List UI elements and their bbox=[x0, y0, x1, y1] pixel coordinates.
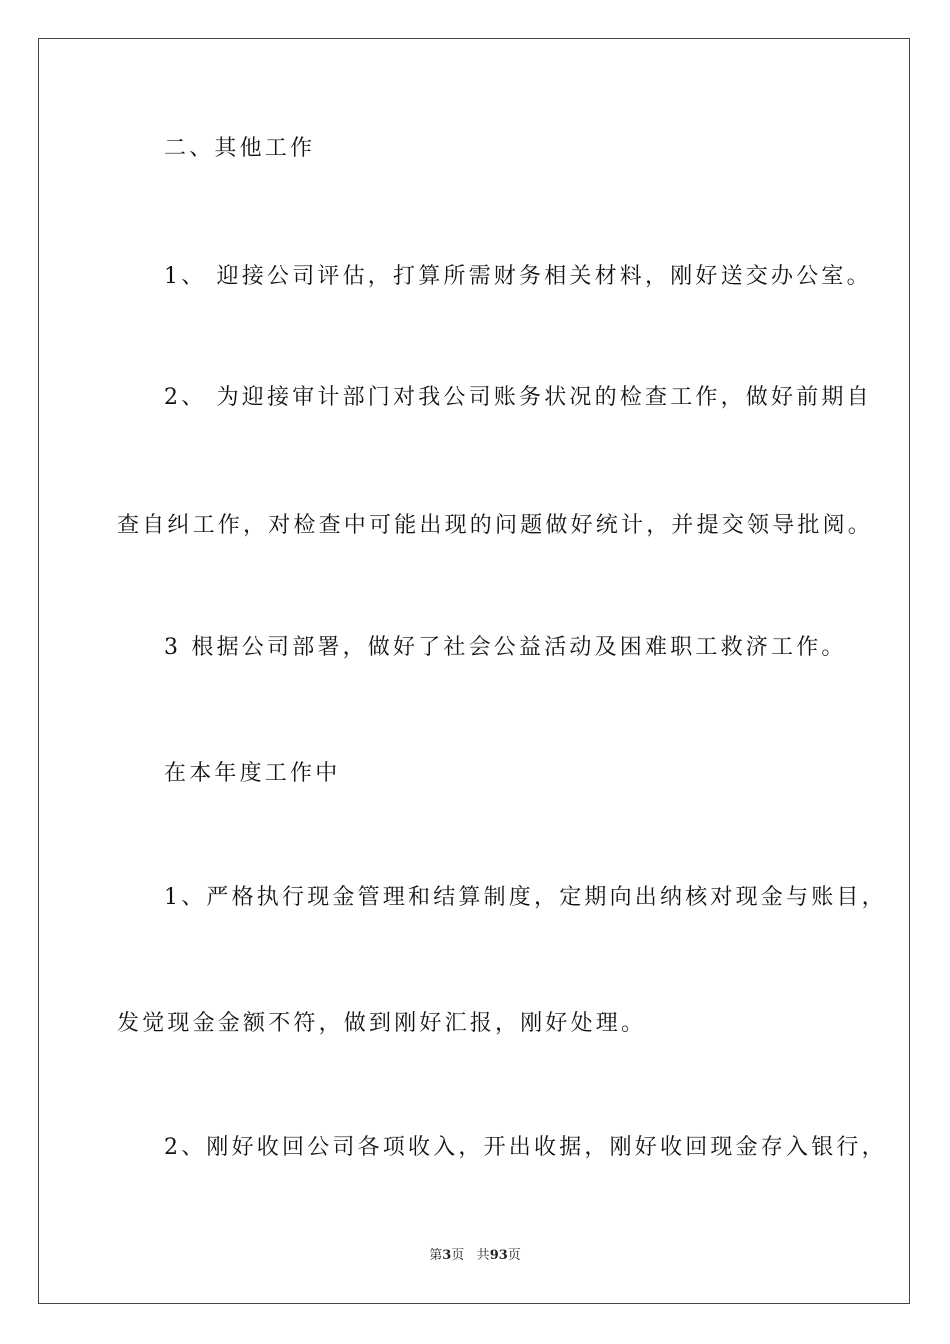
paragraph-line: 3 根据公司部署，做好了社会公益活动及困难职工救济工作。 bbox=[164, 635, 847, 660]
page-footer bbox=[0, 1248, 950, 1264]
paragraph-line: 2、刚好收回公司各项收入，开出收据，刚好收回现金存入银行， bbox=[164, 1135, 887, 1160]
paragraph-line: 2、 为迎接审计部门对我公司账务状况的检查工作，做好前期自 bbox=[164, 385, 872, 410]
footer-page-suffix: 页 bbox=[451, 1248, 465, 1263]
footer-total-pages: 93 bbox=[489, 1248, 508, 1263]
page-border bbox=[38, 38, 910, 1304]
paragraph-line: 在本年度工作中 bbox=[164, 761, 341, 786]
footer-page-prefix: 第 bbox=[429, 1248, 443, 1263]
section-heading: 二、其他工作 bbox=[164, 136, 316, 161]
footer-total-prefix: 共 bbox=[476, 1248, 490, 1263]
paragraph-line: 1、 迎接公司评估，打算所需财务相关材料，刚好送交办公室。 bbox=[164, 264, 872, 289]
paragraph-line: 1、严格执行现金管理和结算制度，定期向出纳核对现金与账目， bbox=[164, 885, 887, 910]
footer-page-number: 3 bbox=[442, 1248, 452, 1263]
paragraph-line: 发觉现金金额不符，做到刚好汇报，刚好处理。 bbox=[117, 1011, 647, 1036]
paragraph-line: 查自纠工作，对检查中可能出现的问题做好统计，并提交领导批阅。 bbox=[117, 513, 874, 538]
footer-total-suffix: 页 bbox=[507, 1248, 521, 1263]
